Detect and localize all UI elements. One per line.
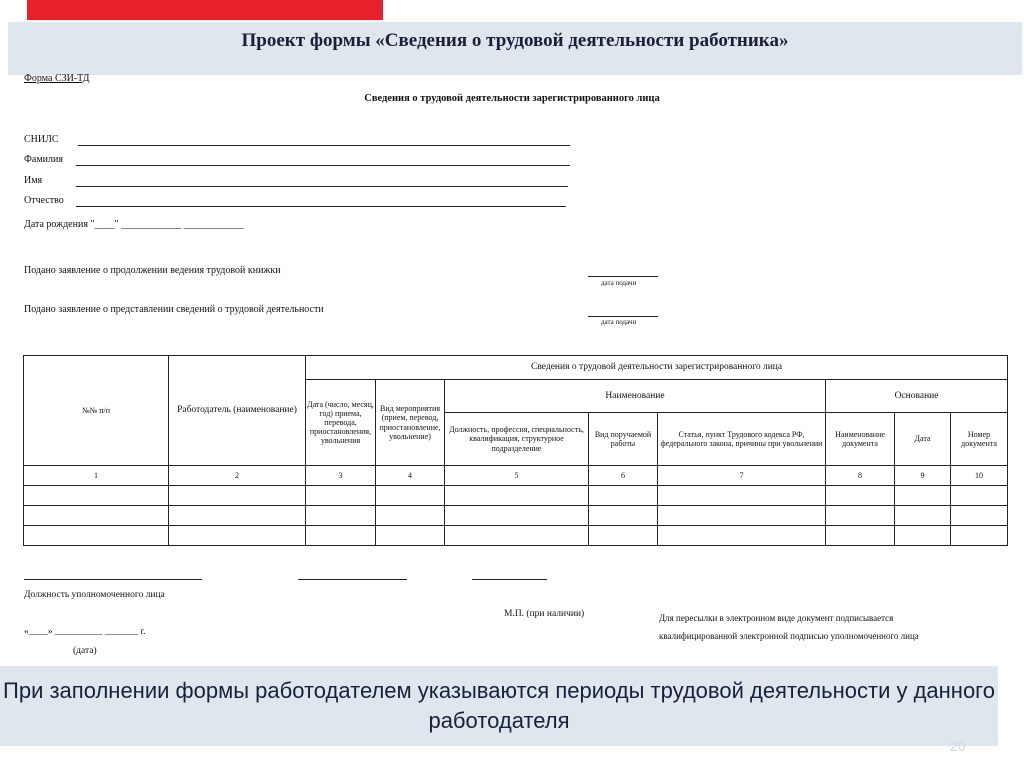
birth-date-label: Дата рождения "____" ____________ ____________ — [24, 219, 244, 230]
date-filed-line-1 — [588, 276, 658, 277]
title-banner — [8, 22, 1022, 75]
form-heading: Сведения о трудовой деятельности зарегистрированного лица — [364, 93, 660, 104]
col-num-3: 3 — [306, 466, 376, 486]
col-num-5: 5 — [445, 466, 589, 486]
snils-line — [78, 145, 570, 146]
col-docname-header: Наименование документа — [826, 413, 895, 466]
date-caption: (дата) — [73, 646, 97, 656]
col-num-1: 1 — [24, 466, 169, 486]
col-docnum-header: Номер документа — [951, 413, 1008, 466]
col-event-header: Вид мероприятия (прием, перевод, приостановление, увольнение) — [376, 380, 445, 466]
table-row — [24, 526, 1008, 546]
table-row — [24, 486, 1008, 506]
signature-line — [298, 579, 407, 580]
col-work-header: Вид поручаемой работы — [589, 413, 658, 466]
slide-title: Проект формы «Сведения о трудовой деятельности работника» — [241, 30, 789, 51]
date-filed-line-2 — [588, 316, 658, 317]
col-date-header: Дата (число, месяц, год) приема, перевода, приостановления, увольнения — [306, 380, 376, 466]
col-num-2: 2 — [169, 466, 306, 486]
stamp-label: М.П. (при наличии) — [504, 609, 585, 619]
name-line — [76, 186, 568, 187]
date-filed-caption-1: дата подачи — [601, 279, 637, 287]
patronymic-label: Отчество — [24, 195, 64, 206]
table-row — [24, 506, 1008, 526]
snils-label: СНИЛС — [24, 134, 59, 145]
col-num-4: 4 — [376, 466, 445, 486]
group-basis-header: Основание — [826, 380, 1008, 413]
note-banner — [0, 666, 998, 746]
col-employer-header: Работодатель (наименование) — [169, 356, 306, 466]
col-num-10: 10 — [951, 466, 1008, 486]
note-text: При заполнении формы работодателем указываются периоды трудовой деятельности у данного работодателя — [3, 678, 995, 733]
electronic-note-2: квалифицированной электронной подписью уполномоченного лица — [659, 631, 919, 641]
statement-workbook: Подано заявление о продолжении ведения трудовой книжки — [24, 265, 281, 276]
col-num-7: 7 — [658, 466, 826, 486]
col-article-header: Статья, пункт Трудового кодекса РФ, федерального закона, причины при увольнении — [658, 413, 826, 466]
group-main-header: Сведения о трудовой деятельности зарегистрированного лица — [306, 356, 1008, 380]
name-signature-line — [472, 579, 547, 580]
form-code: Форма СЗИ-ТД — [24, 73, 90, 84]
name-label: Имя — [24, 175, 43, 186]
red-accent-bar — [27, 0, 383, 20]
group-name-header: Наименование — [445, 380, 826, 413]
col-position-header: Должность, профессия, специальность, квалификация, структурное подразделение — [445, 413, 589, 466]
col-number-header: №№ п/п — [24, 356, 169, 466]
surname-label: Фамилия — [24, 154, 63, 165]
page-number: 20 — [950, 738, 966, 754]
statement-info: Подано заявление о представлении сведений о трудовой деятельности — [24, 304, 324, 315]
employment-table — [23, 355, 1008, 546]
patronymic-line — [76, 206, 566, 207]
col-num-9: 9 — [895, 466, 951, 486]
electronic-note-1: Для пересылки в электронном виде документ подписывается — [659, 613, 894, 623]
surname-line — [76, 165, 570, 166]
col-num-6: 6 — [589, 466, 658, 486]
position-signature-line — [24, 579, 202, 580]
col-num-8: 8 — [826, 466, 895, 486]
date-line: «____» __________ _______ г. — [24, 627, 146, 637]
authorized-position-label: Должность уполномоченного лица — [24, 590, 165, 600]
date-filed-caption-2: дата подачи — [601, 318, 637, 326]
col-docdate-header: Дата — [895, 413, 951, 466]
